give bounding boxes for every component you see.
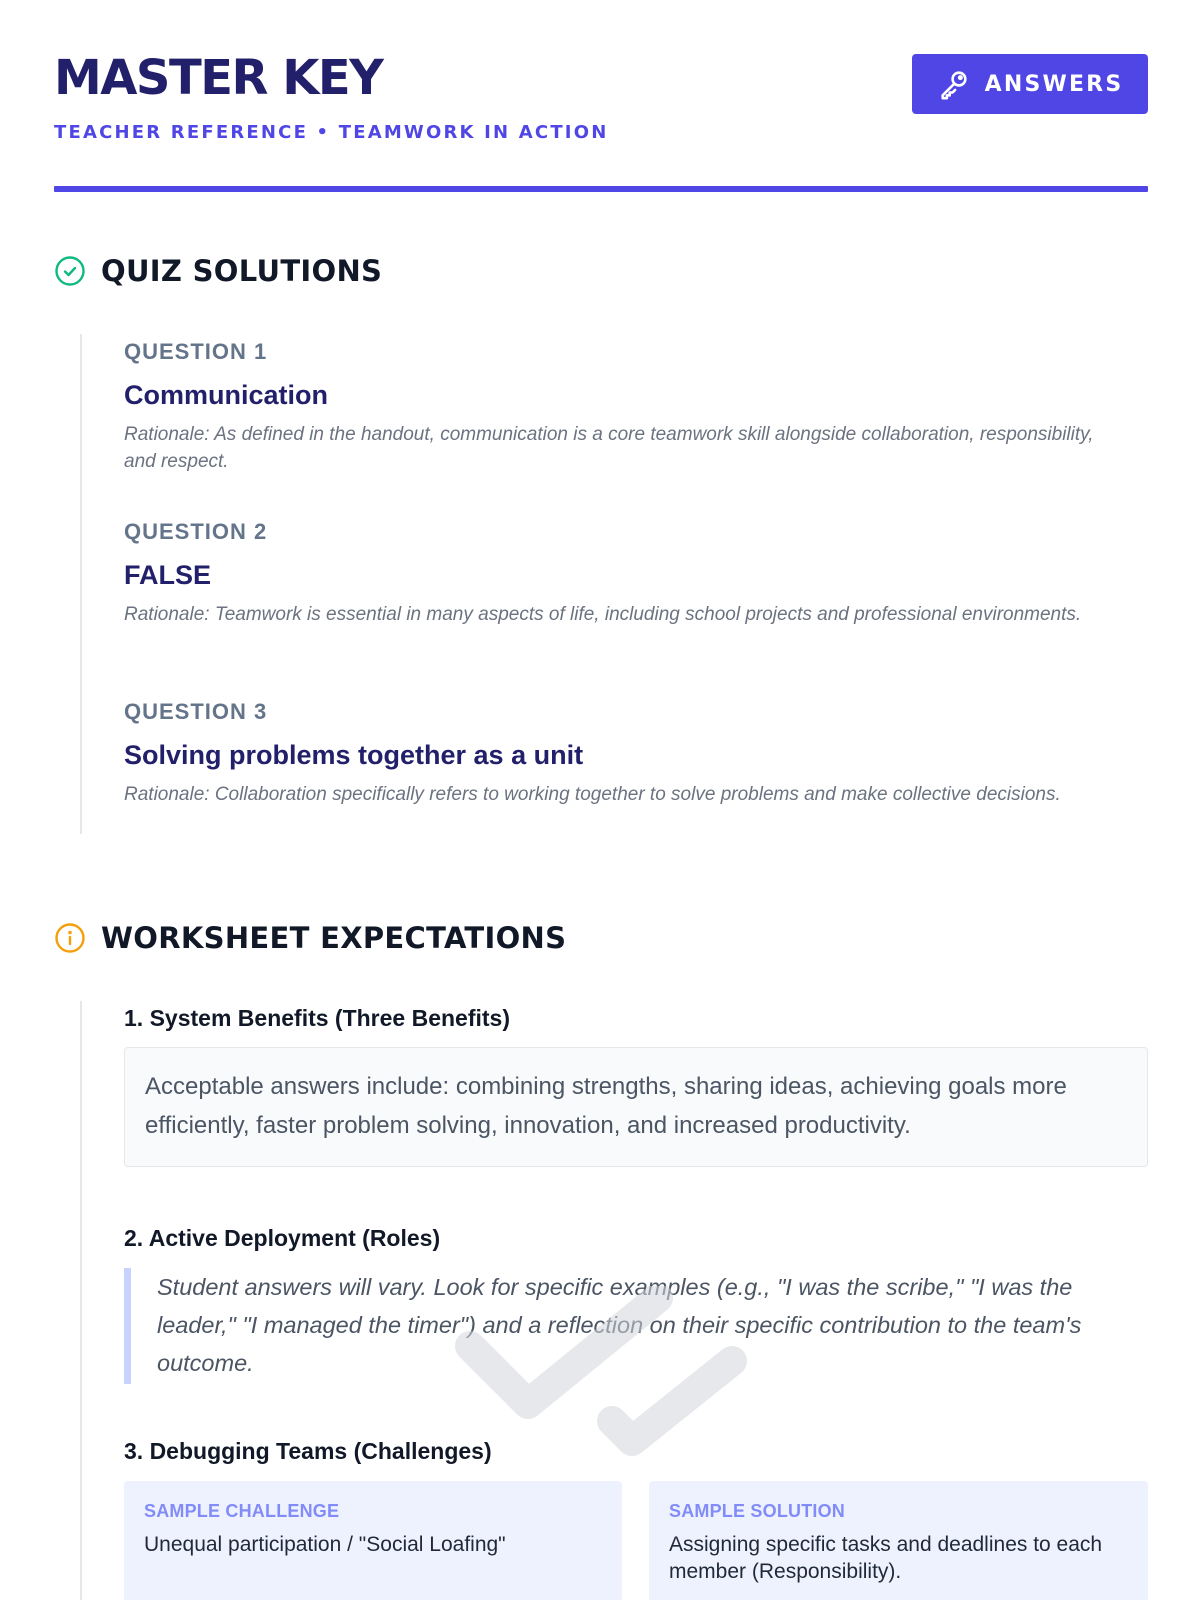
worksheet-divider-line [80,1001,82,1600]
sample-solution-text: Assigning specific tasks and deadlines to each member (Responsibility). [669,1533,1103,1583]
answers-badge-label: ANSWERS [984,71,1124,97]
sample-challenge-card [124,1481,622,1600]
sample-solution-card [649,1481,1148,1600]
worksheet-expectations-title: WORKSHEET EXPECTATIONS [101,921,567,955]
question-rationale: Rationale: Teamwork is essential in many aspects of life, including school projects and professional environments. [124,604,1082,625]
check-circle-icon [54,255,86,287]
quiz-solutions-heading [54,254,382,288]
header-divider [54,186,1148,192]
sample-challenge-label: SAMPLE CHALLENGE [144,1501,340,1521]
worksheet-item-3-title: 3. Debugging Teams (Challenges) [124,1438,492,1464]
key-icon [937,67,971,101]
quiz-question-3 [124,699,1124,808]
page-title: MASTER KEY [54,50,383,106]
question-rationale: Rationale: Collaboration specifically refers to working together to solve problems and make collective decisions. [124,784,1061,805]
worksheet-item-1-title: 1. System Benefits (Three Benefits) [124,1005,511,1031]
answers-badge [912,54,1148,114]
info-circle-icon [54,922,86,954]
question-answer: FALSE [124,560,212,590]
question-answer: Solving problems together as a unit [124,740,584,770]
question-label: QUESTION 2 [124,519,268,544]
sample-solution-label: SAMPLE SOLUTION [669,1501,846,1521]
worksheet-expectations-heading [54,921,566,955]
page-subtitle: TEACHER REFERENCE • TEAMWORK IN ACTION [54,122,609,143]
question-label: QUESTION 1 [124,339,268,364]
question-answer: Communication [124,380,329,410]
worksheet-item-2-answer: Student answers will vary. Look for specific examples (e.g., "I was the scribe," "I was the leader," "I managed the timer") and a reflection on their specific contribution to the team's outcome. [124,1268,1148,1384]
worksheet-item-2-title: 2. Active Deployment (Roles) [124,1225,441,1251]
quiz-question-1 [124,339,1124,475]
quiz-solutions-title: QUIZ SOLUTIONS [101,254,383,288]
double-check-icon [450,1286,770,1476]
question-rationale: Rationale: As defined in the handout, communication is a core teamwork skill alongside collaboration, responsibility, and respect. [124,424,1094,472]
quiz-question-2 [124,519,1124,628]
sample-challenge-text: Unequal participation / "Social Loafing" [144,1533,506,1556]
question-label: QUESTION 3 [124,699,268,724]
quiz-divider-line [80,334,82,834]
worksheet-item-1-answer: Acceptable answers include: combining strengths, sharing ideas, achieving goals more efficiently, faster problem solving, innovation, and increased productivity. [124,1047,1148,1167]
